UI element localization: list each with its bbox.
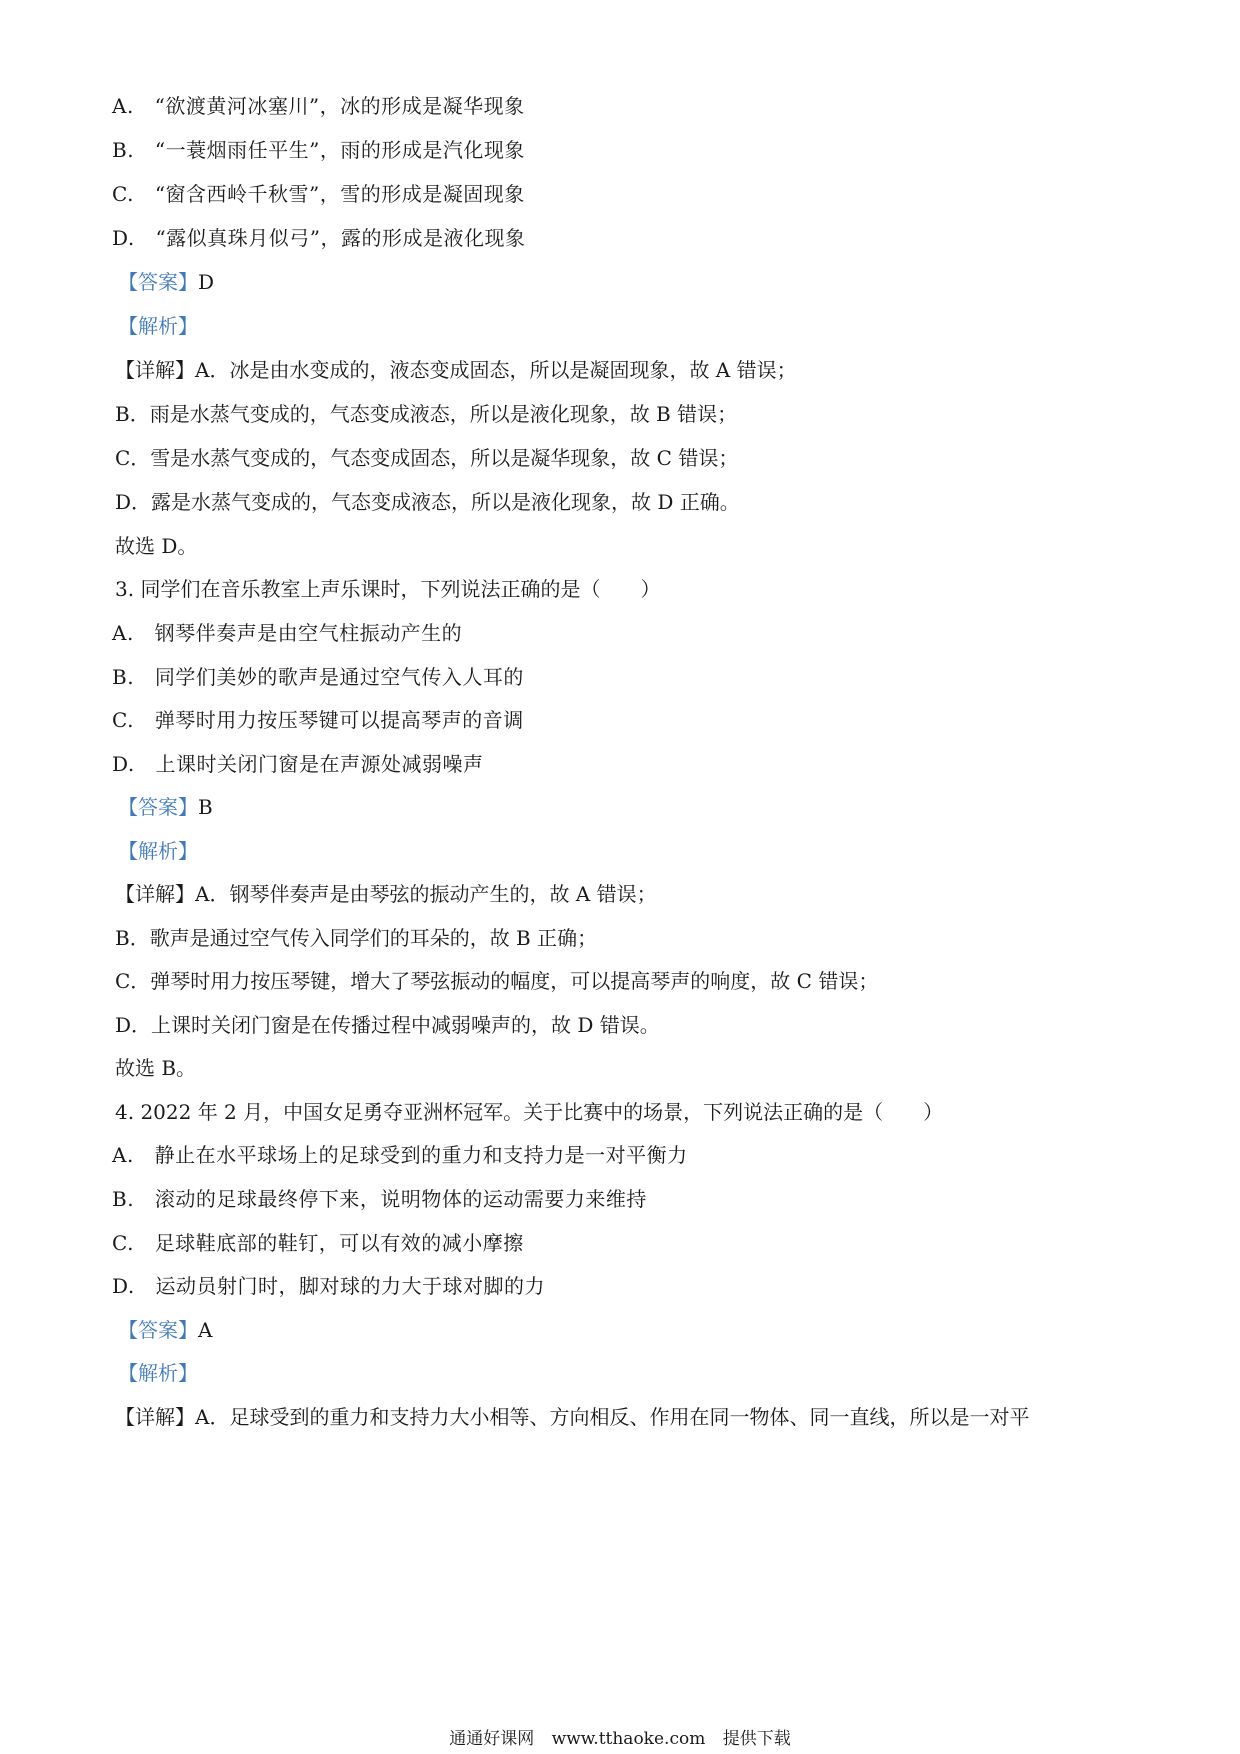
q3-stem: 3. 同学们在音乐教室上声乐课时，下列说法正确的是（ ） [115,577,661,601]
option-text: 上课时关闭门窗是在声源处减弱噪声 [155,752,484,776]
detail-text: A．冰是由水变成的，液态变成固态，所以是凝固现象，故 A 错误； [195,358,797,382]
detail-tag: 【详解】 [115,882,195,906]
detail-text: A．足球受到的重力和支持力大小相等、方向相反、作用在同一物体、同一直线，所以是一对平 [195,1405,1030,1429]
option-label: D. [112,752,135,776]
answer-value: B [198,795,213,819]
option-text: “欲渡黄河冰塞川”，冰的形成是凝华现象 [154,94,525,118]
option-label: C. [112,708,134,732]
q3-option-a [112,619,462,647]
option-text: 足球鞋底部的鞋钉，可以有效的减小摩擦 [154,1231,524,1255]
q3-answer [118,793,213,821]
option-label: B. [112,1187,135,1211]
q3-option-b [112,663,524,691]
q2-detail-line-1 [115,356,797,384]
q2-detail-line-4: D．露是水蒸气变成的，气态变成液态，所以是液化现象，故 D 正确。 [115,490,740,514]
footer-note: 提供下载 [722,1729,791,1749]
q4-option-a [112,1141,688,1169]
answer-tag: 【答案】 [118,270,198,294]
q2-option-c [112,180,525,208]
option-label: C. [112,1231,134,1255]
footer-site-name: 通通好课网 [449,1729,535,1749]
q4-option-d [112,1272,545,1300]
page-footer [0,1728,1240,1750]
q2-option-d [112,224,526,252]
q2-detail-line-3: C．雪是水蒸气变成的，气态变成固态，所以是凝华现象，故 C 错误； [115,446,739,470]
q3-detail-line-2: B．歌声是通过空气传入同学们的耳朵的，故 B 正确； [115,926,598,950]
q4-detail-line-1 [115,1403,1029,1431]
q3-analysis-tag [118,837,198,865]
q2-conclusion: 故选 D。 [115,534,198,558]
q3-option-c [112,706,524,734]
option-text: “露似真珠月似弓”，露的形成是液化现象 [155,226,526,250]
option-text: “一蓑烟雨任平生”，雨的形成是汽化现象 [154,138,525,162]
q2-answer [118,268,214,296]
q2-detail-line-2: B．雨是水蒸气变成的，气态变成液态，所以是液化现象，故 B 错误； [115,402,738,426]
q3-detail-line-3: C．弹琴时用力按压琴键，增大了琴弦振动的幅度，可以提高琴声的响度，故 C 错误； [115,969,879,993]
q3-conclusion: 故选 B。 [115,1056,197,1080]
q3-detail-line-1 [115,880,657,908]
q4-option-c [112,1229,524,1257]
analysis-tag: 【解析】 [118,839,198,863]
option-label: C. [112,182,134,206]
q4-answer [118,1316,212,1344]
option-label: D. [112,1274,135,1298]
option-text: 运动员射门时，脚对球的力大于球对脚的力 [155,1274,546,1298]
answer-value: A [198,1318,213,1342]
footer-url[interactable]: www.tthaoke.com [551,1729,706,1749]
answer-tag: 【答案】 [118,1318,198,1342]
option-text: 弹琴时用力按压琴键可以提高琴声的音调 [154,708,524,732]
q2-analysis-tag [118,312,198,340]
option-label: B. [112,138,135,162]
q2-option-a [112,92,525,120]
option-label: A. [112,621,134,645]
option-text: 同学们美妙的歌声是通过空气传入人耳的 [154,665,524,689]
option-label: D. [112,226,135,250]
q3-option-d [112,750,484,778]
q4-analysis-tag [118,1359,198,1387]
detail-tag: 【详解】 [115,358,195,382]
option-text: 钢琴伴奏声是由空气柱振动产生的 [154,621,463,645]
option-label: A. [112,94,134,118]
option-text: 滚动的足球最终停下来，说明物体的运动需要力来维持 [154,1187,647,1211]
detail-tag: 【详解】 [115,1405,195,1429]
q3-detail-line-4: D．上课时关闭门窗是在传播过程中减弱噪声的，故 D 错误。 [115,1013,660,1037]
option-label: A. [112,1143,134,1167]
analysis-tag: 【解析】 [118,1361,198,1385]
q2-option-b [112,136,525,164]
q4-stem: 4. 2022 年 2 月，中国女足勇夺亚洲杯冠军。关于比赛中的场景，下列说法正确的是（ ） [115,1100,944,1124]
analysis-tag: 【解析】 [118,314,198,338]
option-text: 静止在水平球场上的足球受到的重力和支持力是一对平衡力 [154,1143,688,1167]
detail-text: A．钢琴伴奏声是由琴弦的振动产生的，故 A 错误； [195,882,657,906]
option-label: B. [112,665,135,689]
answer-tag: 【答案】 [118,795,198,819]
q4-option-b [112,1185,647,1213]
answer-value: D [198,270,215,294]
option-text: “窗含西岭千秋雪”，雪的形成是凝固现象 [154,182,525,206]
